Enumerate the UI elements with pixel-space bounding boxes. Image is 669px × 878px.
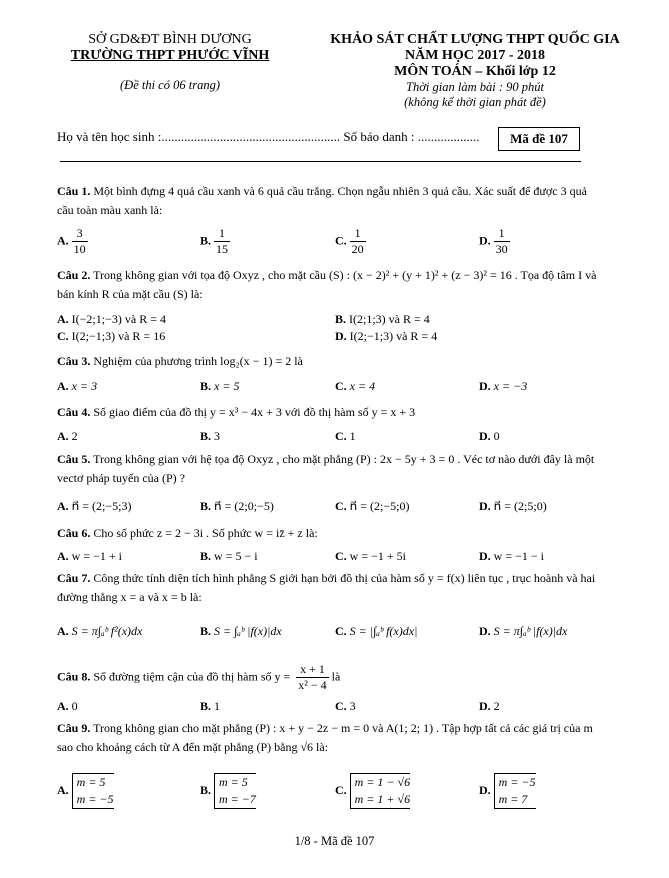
option-c[interactable] xyxy=(335,699,356,714)
option-text: I(−2;1;−3) và R = 4 xyxy=(71,312,166,326)
options-3 xyxy=(57,379,605,399)
question-5 xyxy=(57,450,605,488)
option-c[interactable] xyxy=(335,499,409,514)
system-top: m = −5 xyxy=(498,775,536,789)
exam-title: KHẢO SÁT CHẤT LƯỢNG THPT QUỐC GIA xyxy=(330,32,620,47)
option-a[interactable] xyxy=(57,226,88,257)
option-label: D. xyxy=(479,429,491,443)
function-fraction xyxy=(296,662,328,693)
option-text: 0 xyxy=(493,429,500,443)
question-text: Một bình đựng 4 quả cầu xanh và 6 quả cầu trắng. Chọn ngẫu nhiên 3 quả cầu. Xác suất để được 3 quả cầu toàn màu xanh là: xyxy=(57,184,587,217)
option-text: I(2;−1;3) và R = 16 xyxy=(71,329,166,343)
option-text: S = π∫ₐᵇ f²(x)dx xyxy=(71,624,143,638)
option-label: A. xyxy=(57,312,69,326)
school-name: TRƯỜNG THPT PHƯỚC VĨNH xyxy=(70,48,270,63)
question-number: Câu 4. xyxy=(57,405,91,419)
question-number: Câu 2. xyxy=(57,268,91,282)
option-label: A. xyxy=(57,782,69,797)
option-label: B. xyxy=(200,699,212,713)
option-c[interactable] xyxy=(335,429,356,444)
option-label: C. xyxy=(335,233,347,248)
question-7 xyxy=(57,569,605,607)
option-text: 3 xyxy=(349,699,356,713)
option-text: I(2;1;3) và R = 4 xyxy=(349,312,430,326)
option-a[interactable] xyxy=(57,499,131,514)
time-note: (không kể thời gian phát đề) xyxy=(404,95,546,109)
question-6 xyxy=(57,524,605,543)
option-a[interactable] xyxy=(57,773,114,809)
system-brace xyxy=(214,773,256,809)
subject: MÔN TOÁN – Khối lớp 12 xyxy=(394,64,556,79)
question-number: Câu 1. xyxy=(57,184,91,198)
option-a[interactable] xyxy=(57,429,78,444)
system-bottom: m = −5 xyxy=(76,792,114,806)
option-label: D. xyxy=(479,379,491,393)
question-text: Nghiệm của phương trình log₂(x − 1) = 2 là xyxy=(93,354,303,368)
system-top: m = 1 − √6 xyxy=(354,775,411,789)
system-bottom: m = −7 xyxy=(219,792,256,806)
option-d[interactable] xyxy=(479,549,544,564)
option-text: 1 xyxy=(214,699,221,713)
option-label: A. xyxy=(57,499,69,513)
option-label: C. xyxy=(335,549,347,563)
question-2 xyxy=(57,266,605,304)
option-text: 2 xyxy=(493,699,500,713)
option-d[interactable] xyxy=(479,624,567,639)
numerator: x + 1 xyxy=(296,662,328,678)
question-9 xyxy=(57,719,605,757)
option-c[interactable] xyxy=(335,624,417,639)
denominator: x² − 4 xyxy=(298,678,327,692)
option-b[interactable] xyxy=(200,773,256,809)
denominator: 15 xyxy=(216,242,229,256)
question-number: Câu 5. xyxy=(57,452,91,466)
question-8 xyxy=(57,662,605,693)
option-text: w = −1 + i xyxy=(71,549,122,563)
option-text: n⃗ = (2;−5;0) xyxy=(349,499,410,513)
option-label: D. xyxy=(479,233,491,248)
option-label: B. xyxy=(200,782,212,797)
system-top: m = 5 xyxy=(76,775,106,789)
option-label: B. xyxy=(200,549,212,563)
option-b[interactable] xyxy=(200,226,230,257)
options-1 xyxy=(57,226,605,260)
question-text: Cho số phức z = 2 − 3i . Số phức w = iz̄ + z là: xyxy=(93,526,318,540)
option-text: 0 xyxy=(71,699,78,713)
option-b[interactable] xyxy=(200,499,274,514)
option-a[interactable] xyxy=(57,549,122,564)
system-bottom: m = 7 xyxy=(498,792,528,806)
option-label: A. xyxy=(57,233,69,248)
option-text: S = ∫ₐᵇ |f(x)|dx xyxy=(214,624,282,638)
option-text: I(2;−1;3) và R = 4 xyxy=(349,329,438,343)
option-b[interactable] xyxy=(200,429,220,444)
option-d[interactable] xyxy=(479,429,500,444)
header-divider xyxy=(60,161,581,162)
options-5 xyxy=(57,499,605,519)
option-text: n⃗ = (2;−5;3) xyxy=(71,499,132,513)
option-text: x = 5 xyxy=(214,379,240,393)
option-d[interactable] xyxy=(335,329,437,344)
system-brace xyxy=(72,773,114,809)
option-text: S = π∫ₐᵇ |f(x)|dx xyxy=(493,624,568,638)
question-3 xyxy=(57,352,605,371)
option-label: B. xyxy=(200,379,212,393)
denominator: 30 xyxy=(495,242,508,256)
option-label: A. xyxy=(57,549,69,563)
question-number: Câu 6. xyxy=(57,526,91,540)
option-text: x = 3 xyxy=(71,379,98,393)
question-text: Trong không gian với hệ tọa độ Oxyz , cho mặt phẳng (P) : 2x − 5y + 3 = 0 . Véc tơ nào dưới đây là một vectơ pháp tuyến của (P) ? xyxy=(57,452,595,485)
option-text: x = 4 xyxy=(349,379,376,393)
option-text: 2 xyxy=(71,429,78,443)
system-brace xyxy=(350,773,410,809)
student-info-line: Họ và tên học sinh :....................................................... Số báo danh : ................... xyxy=(57,129,480,144)
option-label: D. xyxy=(479,549,491,563)
option-label: A. xyxy=(57,699,69,713)
option-b[interactable] xyxy=(335,312,430,327)
option-d[interactable] xyxy=(479,499,547,514)
option-a[interactable] xyxy=(57,624,142,639)
option-label: D. xyxy=(479,624,491,638)
option-label: B. xyxy=(335,312,347,326)
denominator: 10 xyxy=(73,242,86,256)
option-label: B. xyxy=(200,499,212,513)
option-text: 1 xyxy=(349,429,356,443)
fraction xyxy=(72,226,88,257)
option-b[interactable] xyxy=(200,379,239,394)
header-right xyxy=(322,32,628,110)
option-d[interactable] xyxy=(479,773,536,809)
option-a[interactable] xyxy=(57,379,97,394)
question-text: Công thức tính diện tích hình phẳng S giới hạn bởi đồ thị của hàm số y = f(x) liên tục , trục hoành và hai đường thẳng x = a và x = b là: xyxy=(57,571,596,604)
option-label: C. xyxy=(335,379,347,393)
question-4 xyxy=(57,403,605,422)
option-text: w = 5 − i xyxy=(214,549,258,563)
option-text: n⃗ = (2;5;0) xyxy=(493,499,547,513)
option-c[interactable] xyxy=(335,226,366,257)
option-c[interactable] xyxy=(57,329,165,344)
options-6 xyxy=(57,549,605,569)
numerator: 1 xyxy=(494,226,510,242)
numerator: 1 xyxy=(350,226,366,242)
question-text: Số đường tiệm cận của đồ thị hàm số y = xyxy=(93,669,291,684)
option-text: w = −1 − i xyxy=(493,549,544,563)
option-label: C. xyxy=(335,624,347,638)
option-label: C. xyxy=(335,699,347,713)
option-label: D. xyxy=(479,499,491,513)
question-number: Câu 7. xyxy=(57,571,91,585)
option-d[interactable] xyxy=(479,226,510,257)
option-label: C. xyxy=(335,499,347,513)
option-text: S = |∫ₐᵇ f(x)dx| xyxy=(349,624,418,638)
system-bottom: m = 1 + √6 xyxy=(354,792,411,806)
options-8 xyxy=(57,699,605,719)
question-1 xyxy=(57,182,605,220)
fraction xyxy=(214,226,230,257)
option-text: x = −3 xyxy=(493,379,528,393)
pages-note: (Đề thi có 06 trang) xyxy=(120,78,220,92)
page-footer: 1/8 - Mã đề 107 xyxy=(294,834,375,848)
option-label: C. xyxy=(335,782,347,797)
question-text: Số giao điểm của đồ thị y = x³ − 4x + 3 với đồ thị hàm số y = x + 3 xyxy=(93,405,416,419)
option-text: w = −1 + 5i xyxy=(349,549,406,563)
options-9 xyxy=(57,773,605,813)
option-label: C. xyxy=(335,429,347,443)
option-label: C. xyxy=(57,329,69,343)
question-number: Câu 3. xyxy=(57,354,91,368)
numerator: 3 xyxy=(72,226,88,242)
fraction xyxy=(350,226,366,257)
option-c[interactable] xyxy=(335,773,410,809)
question-text: Trong không gian cho mặt phẳng (P) : x + y − 2z − m = 0 và A(1; 2; 1) . Tập hợp tất cả các giá trị của m sao cho khoảng cách từ A đến mặt phẳng (P) bằng √6 là: xyxy=(57,721,593,754)
fraction xyxy=(494,226,510,257)
exam-code-box: Mã đề 107 xyxy=(498,127,580,151)
options-7 xyxy=(57,624,605,644)
option-label: D. xyxy=(479,699,491,713)
system-top: m = 5 xyxy=(219,775,248,789)
option-a[interactable] xyxy=(57,312,166,327)
option-c[interactable] xyxy=(335,549,406,564)
options-4 xyxy=(57,429,605,449)
option-label: D. xyxy=(479,782,491,797)
time-limit: Thời gian làm bài : 90 phút xyxy=(406,80,544,94)
option-b[interactable] xyxy=(200,549,258,564)
system-brace xyxy=(494,773,536,809)
header-left xyxy=(60,32,280,93)
question-text: Trong không gian với tọa độ Oxyz , cho mặt cầu (S) : (x − 2)² + (y + 1)² + (z − 3)² = 16 . Tọa độ tâm I và bán kính R của mặt cầu (S) là: xyxy=(57,268,597,301)
question-text-end: là xyxy=(331,669,341,684)
option-label: A. xyxy=(57,379,69,393)
option-text: n⃗ = (2;0;−5) xyxy=(214,499,274,513)
denominator: 20 xyxy=(351,242,364,256)
option-text: 3 xyxy=(214,429,221,443)
option-label: B. xyxy=(200,429,212,443)
numerator: 1 xyxy=(214,226,230,242)
dept-name: SỞ GD&ĐT BÌNH DƯƠNG xyxy=(88,32,252,47)
option-label: B. xyxy=(200,233,212,248)
option-a[interactable] xyxy=(57,699,78,714)
option-b[interactable] xyxy=(200,699,220,714)
question-number: Câu 8. xyxy=(57,669,91,684)
option-label: B. xyxy=(200,624,212,638)
options-2-row-2 xyxy=(57,329,605,349)
option-label: D. xyxy=(335,329,347,343)
option-d[interactable] xyxy=(479,379,527,394)
option-label: A. xyxy=(57,624,69,638)
school-year: NĂM HỌC 2017 - 2018 xyxy=(405,48,545,63)
option-d[interactable] xyxy=(479,699,500,714)
question-number: Câu 9. xyxy=(57,721,91,735)
option-label: A. xyxy=(57,429,69,443)
option-b[interactable] xyxy=(200,624,282,639)
option-c[interactable] xyxy=(335,379,375,394)
